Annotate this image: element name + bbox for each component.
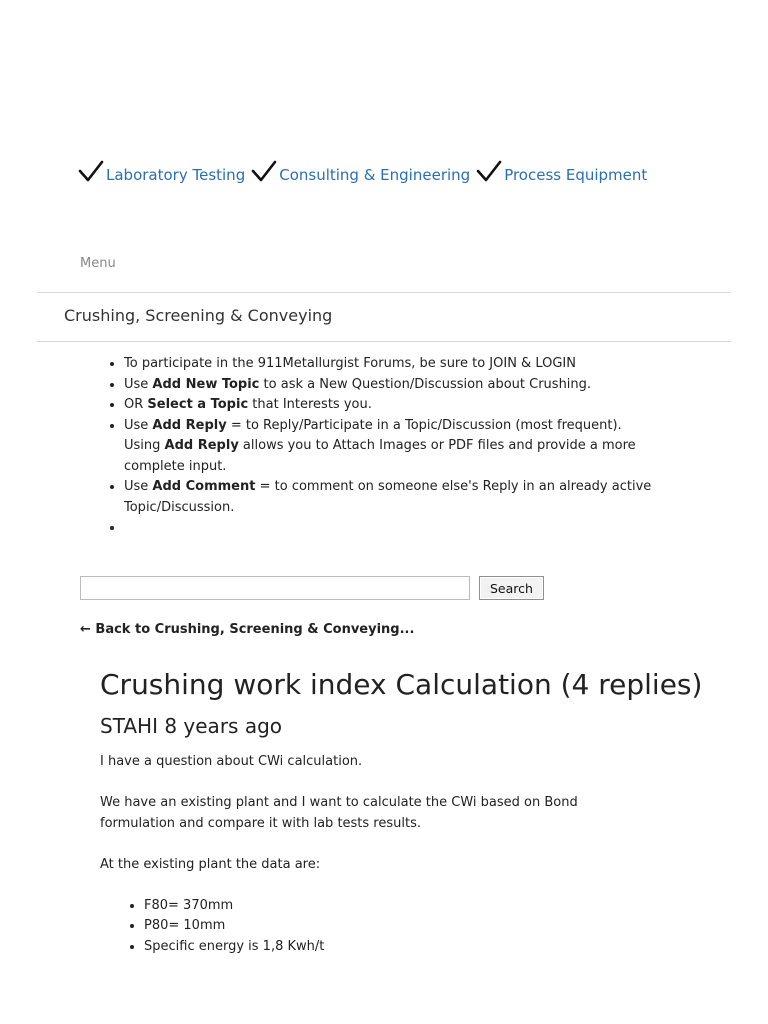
forum-title-bar xyxy=(37,292,731,342)
select-topic-text: Select a Topic xyxy=(147,397,249,412)
service-links xyxy=(78,162,653,188)
post-body xyxy=(100,752,620,957)
process-equipment-link[interactable] xyxy=(476,162,647,188)
plant-data-list xyxy=(100,896,620,958)
instruction-item: • To participate in the 911Metallurgist Forums, be sure to JOIN & LOGIN xyxy=(124,354,684,375)
forum-title[interactable]: Crushing, Screening & Conveying xyxy=(64,306,333,325)
search-form xyxy=(80,576,544,600)
laboratory-testing-label: Laboratory Testing xyxy=(106,166,246,184)
add-reply-text: Add Reply xyxy=(152,417,227,433)
topic-title: Crushing work index Calculation (4 replies) xyxy=(100,668,703,701)
instruction-item: • OR Select a Topic that Interests you. xyxy=(124,395,684,416)
search-input[interactable] xyxy=(80,576,470,600)
back-to-forum-link[interactable]: ← Back to Crushing, Screening & Conveying... xyxy=(80,622,415,637)
consulting-engineering-label: Consulting & Engineering xyxy=(279,166,471,184)
forum-instructions xyxy=(84,354,684,539)
check-icon xyxy=(476,159,502,185)
check-icon xyxy=(78,159,104,185)
post-paragraph: We have an existing plant and I want to calculate the CWi based on Bond formulation and compare it with lab tests results. xyxy=(100,795,578,831)
instruction-item: • Use Add New Topic to ask a New Question/Discussion about Crushing. xyxy=(124,375,684,396)
topic-author-line: STAHI 8 years ago xyxy=(100,714,283,738)
post-paragraph: I have a question about CWi calculation. xyxy=(100,754,363,769)
laboratory-testing-link[interactable] xyxy=(78,162,245,188)
list-item: • F80= 370mm xyxy=(144,896,620,917)
search-button[interactable]: Search xyxy=(479,576,544,600)
consulting-engineering-link[interactable] xyxy=(251,162,470,188)
add-reply-text: Add Reply xyxy=(164,438,239,453)
check-icon xyxy=(251,159,277,185)
list-item: • P80= 10mm xyxy=(144,916,620,937)
add-comment-text: Add Comment xyxy=(152,479,256,494)
post-paragraph: At the existing plant the data are: xyxy=(100,856,321,872)
instruction-item-empty xyxy=(124,518,684,539)
list-item: • Specific energy is 1,8 Kwh/t xyxy=(144,937,620,958)
add-new-topic-text: Add New Topic xyxy=(152,376,260,392)
menu-toggle[interactable]: Menu xyxy=(80,256,116,271)
instruction-item: • Use Add Comment = to comment on someone else's Reply in an already active Topic/Discussion. xyxy=(124,477,684,518)
process-equipment-label: Process Equipment xyxy=(504,166,648,184)
instruction-item: • Use Add Reply = to Reply/Participate in a Topic/Discussion (most frequent). Using Add Reply allows you to Attach Images or PDF files and provide a more complete input. xyxy=(124,416,684,478)
